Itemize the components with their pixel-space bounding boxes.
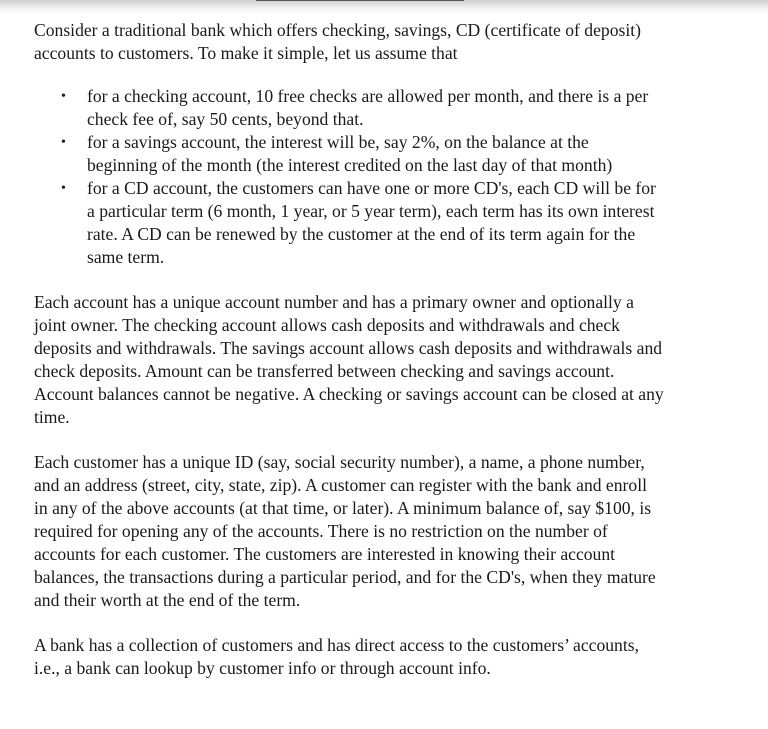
bullet-icon: • — [61, 135, 66, 150]
bullet-icon: • — [61, 181, 66, 196]
bullet-icon: • — [61, 89, 66, 104]
paragraph-bank: A bank has a collection of customers and has direct access to the customers’ accounts, i.e., a bank can lookup by customer info or through account info. — [34, 635, 639, 678]
list-item — [34, 131, 662, 177]
list-item-text: for a savings account, the interest will be, say 2%, on the balance at the beginning of the month (the interest credited on the last day of that month) — [87, 132, 613, 175]
top-divider — [256, 0, 464, 1]
list-item-text: for a checking account, 10 free checks are allowed per month, and there is a per check fee of, say 50 cents, beyond that. — [87, 86, 649, 129]
assumption-list — [34, 85, 664, 269]
top-edge-shadow — [0, 0, 768, 14]
paragraph-accounts: Each account has a unique account number and has a primary owner and optionally a joint owner. The checking account allows cash deposits and withdrawals and check deposits and withdrawals. The savings account allows cash deposits and withdrawals and check deposits. Amount can be transferred between checking and savings account. Account balances cannot be negative. A checking or savings account can be closed at any time. — [34, 292, 664, 427]
list-item — [34, 85, 662, 131]
list-item — [34, 177, 662, 269]
paragraph-customers: Each customer has a unique ID (say, social security number), a name, a phone number, and an address (street, city, state, zip). A customer can register with the bank and enroll in any of the above accounts (at that time, or later). A minimum balance of, say $100, is required for opening any of the accounts. There is no restriction on the number of accounts for each customer. The customers are interested in knowing their account balances, the transactions during a particular period, and for the CD's, when they mature and their worth at the end of the term. — [34, 452, 656, 610]
list-item-text: for a CD account, the customers can have one or more CD's, each CD will be for a particular term (6 month, 1 year, or 5 year term), each term has its own interest rate. A CD can be renewed by the customer at the end of its term again for the same term. — [87, 178, 656, 267]
paragraph-intro: Consider a traditional bank which offers checking, savings, CD (certificate of deposit) accounts to customers. To make it simple, let us assume that — [34, 20, 641, 63]
document-body — [34, 19, 664, 680]
